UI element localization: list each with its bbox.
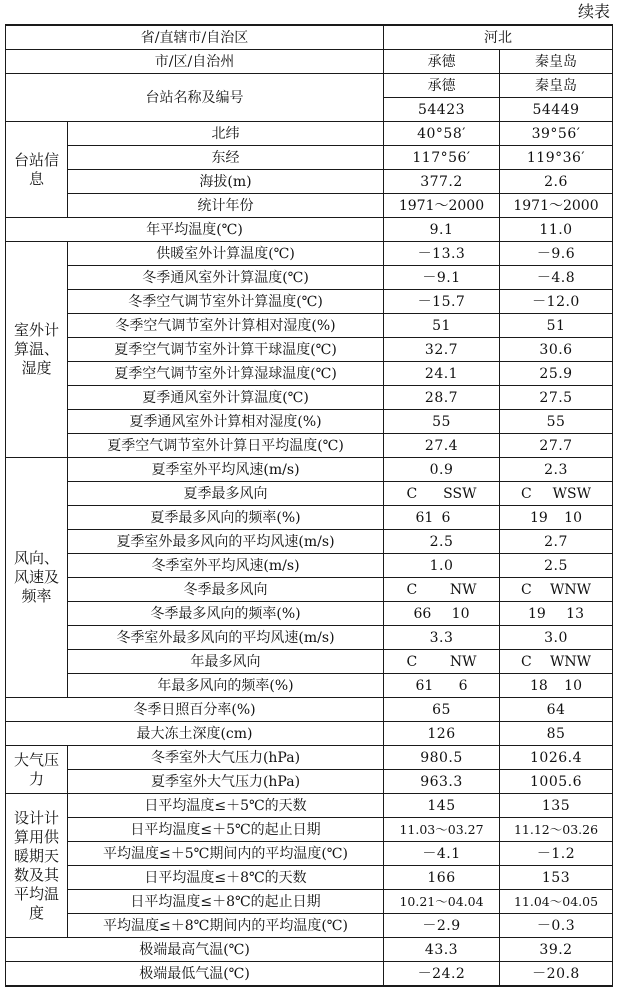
row-label: 统计年份 bbox=[68, 194, 384, 218]
frequency-calm: 61 bbox=[415, 509, 434, 526]
table-row bbox=[6, 698, 613, 722]
row-label: 日平均温度≤＋5℃的起止日期 bbox=[68, 818, 384, 842]
cell-value: 963.3 bbox=[384, 770, 500, 794]
table-row bbox=[6, 314, 613, 338]
table-row bbox=[6, 938, 613, 962]
frequency-calm: 19 bbox=[528, 605, 546, 622]
cell-value: 119°36′ bbox=[500, 146, 613, 170]
row-label: 冬季室外最多风向的平均风速(m/s) bbox=[68, 626, 384, 650]
cell-value: 27.5 bbox=[500, 386, 613, 410]
cell-value: 377.2 bbox=[384, 170, 500, 194]
cell-value bbox=[500, 674, 613, 698]
table-row bbox=[6, 482, 613, 506]
table-row bbox=[6, 914, 613, 938]
cell-value: 9.1 bbox=[384, 218, 500, 242]
row-label: 夏季最多风向的频率(%) bbox=[68, 506, 384, 530]
cell-value: 2.5 bbox=[500, 554, 613, 578]
row-label: 年平均温度(℃) bbox=[6, 218, 384, 242]
cell-value: －4.1 bbox=[384, 842, 500, 866]
cell-value: 43.3 bbox=[384, 938, 500, 962]
table-row bbox=[6, 290, 613, 314]
table-row bbox=[6, 434, 613, 458]
cell-value: －1.2 bbox=[500, 842, 613, 866]
cell-value: 11.04～04.05 bbox=[500, 890, 613, 914]
province-row bbox=[6, 25, 613, 50]
cell-value: －9.6 bbox=[500, 242, 613, 266]
climate-data-table bbox=[5, 24, 613, 987]
frequency-calm: 61 bbox=[415, 677, 434, 694]
cell-value bbox=[384, 506, 500, 530]
row-label: 极端最高气温(℃) bbox=[6, 938, 384, 962]
city-value: 秦皇岛 bbox=[500, 50, 613, 74]
cell-value: －4.8 bbox=[500, 266, 613, 290]
wind-direction: SSW bbox=[443, 485, 477, 502]
cell-value: 51 bbox=[500, 314, 613, 338]
cell-value: 51 bbox=[384, 314, 500, 338]
row-label: 平均温度≤＋8℃期间内的平均温度(℃) bbox=[68, 914, 384, 938]
row-label: 日平均温度≤＋8℃的天数 bbox=[68, 866, 384, 890]
table-row bbox=[6, 674, 613, 698]
cell-value: 10.21～04.04 bbox=[384, 890, 500, 914]
row-label: 极端最低气温(℃) bbox=[6, 962, 384, 987]
cell-value: 3.0 bbox=[500, 626, 613, 650]
frequency-direction: 6 bbox=[458, 677, 468, 694]
cell-value: 25.9 bbox=[500, 362, 613, 386]
cell-value: 55 bbox=[500, 410, 613, 434]
cell-value bbox=[500, 650, 613, 674]
row-label: 冬季室外平均风速(m/s) bbox=[68, 554, 384, 578]
wind-direction-calm: C bbox=[406, 581, 418, 598]
cell-value: 2.3 bbox=[500, 458, 613, 482]
frequency-direction: 6 bbox=[441, 509, 451, 526]
cell-value: 11.03～03.27 bbox=[384, 818, 500, 842]
wind-direction-calm: C bbox=[521, 485, 532, 502]
row-label: 年最多风向 bbox=[68, 650, 384, 674]
cell-value: 117°56′ bbox=[384, 146, 500, 170]
table-caption: 续表 bbox=[577, 2, 610, 21]
cell-value: 11.12～03.26 bbox=[500, 818, 613, 842]
table-row bbox=[6, 194, 613, 218]
table-row bbox=[6, 818, 613, 842]
row-label: 冬季最多风向 bbox=[68, 578, 384, 602]
wind-direction: NW bbox=[449, 653, 477, 670]
cell-value bbox=[384, 650, 500, 674]
cell-value: 135 bbox=[500, 794, 613, 818]
wind-direction: WNW bbox=[549, 653, 591, 670]
row-label: 夏季空气调节室外计算日平均温度(℃) bbox=[68, 434, 384, 458]
row-label: 夏季室外最多风向的平均风速(m/s) bbox=[68, 530, 384, 554]
row-label: 夏季室外大气压力(hPa) bbox=[68, 770, 384, 794]
table-row bbox=[6, 626, 613, 650]
table-row bbox=[6, 362, 613, 386]
cell-value: 27.7 bbox=[500, 434, 613, 458]
row-label: 日平均温度≤＋5℃的天数 bbox=[68, 794, 384, 818]
cell-value: －9.1 bbox=[384, 266, 500, 290]
group-wind: 风向、风速及频率 bbox=[6, 458, 68, 698]
table-row bbox=[6, 170, 613, 194]
station-id: 54449 bbox=[500, 98, 613, 122]
cell-value bbox=[384, 674, 500, 698]
frequency-calm: 66 bbox=[413, 605, 432, 622]
cell-value: 40°58′ bbox=[384, 122, 500, 146]
cell-value bbox=[500, 506, 613, 530]
cell-value: －15.7 bbox=[384, 290, 500, 314]
wind-direction-calm: C bbox=[521, 581, 532, 598]
frequency-direction: 10 bbox=[564, 509, 582, 526]
cell-value bbox=[384, 602, 500, 626]
row-label: 日平均温度≤＋8℃的起止日期 bbox=[68, 890, 384, 914]
table-row bbox=[6, 842, 613, 866]
row-label: 夏季最多风向 bbox=[68, 482, 384, 506]
row-label: 冬季空气调节室外计算相对湿度(%) bbox=[68, 314, 384, 338]
cell-value: 24.1 bbox=[384, 362, 500, 386]
wind-direction: NW bbox=[449, 581, 477, 598]
row-label: 供暖室外计算温度(℃) bbox=[68, 242, 384, 266]
table-row bbox=[6, 242, 613, 266]
cell-value: －2.9 bbox=[384, 914, 500, 938]
table-row bbox=[6, 458, 613, 482]
frequency-direction: 10 bbox=[564, 677, 582, 694]
row-label: 冬季空气调节室外计算温度(℃) bbox=[68, 290, 384, 314]
station-name-row bbox=[6, 74, 613, 98]
cell-value: 39°56′ bbox=[500, 122, 613, 146]
table-row bbox=[6, 602, 613, 626]
cell-value: 28.7 bbox=[384, 386, 500, 410]
row-label: 冬季室外大气压力(hPa) bbox=[68, 746, 384, 770]
cell-value: 55 bbox=[384, 410, 500, 434]
row-label: 年最多风向的频率(%) bbox=[68, 674, 384, 698]
cell-value: 27.4 bbox=[384, 434, 500, 458]
cell-value: －24.2 bbox=[384, 962, 500, 987]
cell-value: 2.6 bbox=[500, 170, 613, 194]
frequency-calm: 18 bbox=[530, 677, 548, 694]
station-name: 秦皇岛 bbox=[500, 74, 613, 98]
cell-value: 65 bbox=[384, 698, 500, 722]
table-row bbox=[6, 746, 613, 770]
province-label: 省/直辖市/自治区 bbox=[6, 25, 384, 50]
frequency-direction: 10 bbox=[451, 605, 470, 622]
cell-value: 85 bbox=[500, 722, 613, 746]
cell-value: －13.3 bbox=[384, 242, 500, 266]
cell-value: 2.5 bbox=[384, 530, 500, 554]
cell-value: 39.2 bbox=[500, 938, 613, 962]
cell-value: 1.0 bbox=[384, 554, 500, 578]
row-label: 冬季最多风向的频率(%) bbox=[68, 602, 384, 626]
row-label: 夏季通风室外计算温度(℃) bbox=[68, 386, 384, 410]
cell-value: －0.3 bbox=[500, 914, 613, 938]
group-outdoor-temp-humidity: 室外计算温、湿度 bbox=[6, 242, 68, 458]
table-row bbox=[6, 122, 613, 146]
row-label: 东经 bbox=[68, 146, 384, 170]
wind-direction: WSW bbox=[552, 485, 591, 502]
table-row bbox=[6, 866, 613, 890]
table-row bbox=[6, 506, 613, 530]
city-row bbox=[6, 50, 613, 74]
row-label: 北纬 bbox=[68, 122, 384, 146]
cell-value bbox=[384, 578, 500, 602]
table-row bbox=[6, 890, 613, 914]
cell-value bbox=[500, 602, 613, 626]
table-row bbox=[6, 578, 613, 602]
cell-value: 2.7 bbox=[500, 530, 613, 554]
wind-direction-calm: C bbox=[521, 653, 532, 670]
table-row bbox=[6, 650, 613, 674]
cell-value bbox=[500, 578, 613, 602]
frequency-direction: 13 bbox=[566, 605, 584, 622]
table-row bbox=[6, 386, 613, 410]
row-label: 夏季空气调节室外计算湿球温度(℃) bbox=[68, 362, 384, 386]
cell-value: 1005.6 bbox=[500, 770, 613, 794]
cell-value: 1971～2000 bbox=[384, 194, 500, 218]
station-id: 54423 bbox=[384, 98, 500, 122]
cell-value bbox=[500, 482, 613, 506]
table-row bbox=[6, 794, 613, 818]
wind-direction-calm: C bbox=[406, 653, 418, 670]
table-row bbox=[6, 338, 613, 362]
province-value: 河北 bbox=[384, 25, 613, 50]
row-label: 夏季空气调节室外计算干球温度(℃) bbox=[68, 338, 384, 362]
cell-value: 3.3 bbox=[384, 626, 500, 650]
cell-value: 1971～2000 bbox=[500, 194, 613, 218]
cell-value: 166 bbox=[384, 866, 500, 890]
cell-value: 1026.4 bbox=[500, 746, 613, 770]
row-label: 海拔(m) bbox=[68, 170, 384, 194]
cell-value: 145 bbox=[384, 794, 500, 818]
cell-value: 126 bbox=[384, 722, 500, 746]
row-label: 平均温度≤＋5℃期间内的平均温度(℃) bbox=[68, 842, 384, 866]
row-label: 夏季通风室外计算相对湿度(%) bbox=[68, 410, 384, 434]
station-name: 承德 bbox=[384, 74, 500, 98]
group-pressure: 大气压力 bbox=[6, 746, 68, 794]
cell-value: －12.0 bbox=[500, 290, 613, 314]
cell-value: 64 bbox=[500, 698, 613, 722]
table-row bbox=[6, 722, 613, 746]
frequency-calm: 19 bbox=[530, 509, 548, 526]
table-row bbox=[6, 218, 613, 242]
wind-direction: WNW bbox=[549, 581, 591, 598]
row-label: 冬季通风室外计算温度(℃) bbox=[68, 266, 384, 290]
table-row bbox=[6, 146, 613, 170]
cell-value: 980.5 bbox=[384, 746, 500, 770]
city-value: 承德 bbox=[384, 50, 500, 74]
row-label: 夏季室外平均风速(m/s) bbox=[68, 458, 384, 482]
cell-value bbox=[384, 482, 500, 506]
station-label: 台站名称及编号 bbox=[6, 74, 384, 122]
table-row bbox=[6, 410, 613, 434]
city-label: 市/区/自治州 bbox=[6, 50, 384, 74]
row-label: 冬季日照百分率(%) bbox=[6, 698, 384, 722]
cell-value: 0.9 bbox=[384, 458, 500, 482]
group-station-info: 台站信息 bbox=[6, 122, 68, 218]
cell-value: 11.0 bbox=[500, 218, 613, 242]
table-row bbox=[6, 266, 613, 290]
table-row bbox=[6, 554, 613, 578]
wind-direction-calm: C bbox=[406, 485, 418, 502]
row-label: 最大冻土深度(cm) bbox=[6, 722, 384, 746]
cell-value: 153 bbox=[500, 866, 613, 890]
cell-value: 30.6 bbox=[500, 338, 613, 362]
cell-value: －20.8 bbox=[500, 962, 613, 987]
group-heating-period: 设计计算用供暖期天数及其平均温度 bbox=[6, 794, 68, 938]
table-row bbox=[6, 530, 613, 554]
table-row bbox=[6, 770, 613, 794]
cell-value: 32.7 bbox=[384, 338, 500, 362]
